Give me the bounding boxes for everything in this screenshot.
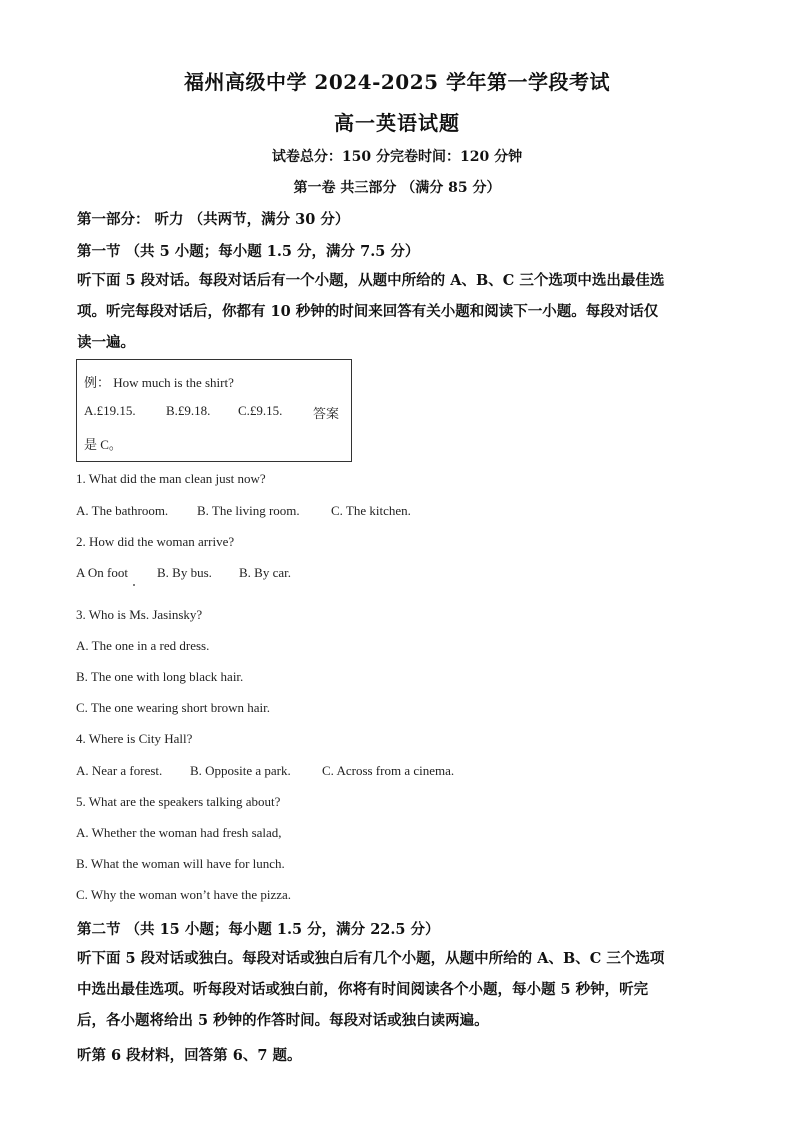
part1-heading: 第一部分： 听力 （共两节，满分 30 分） — [77, 211, 350, 228]
volume-heading: 第一卷 共三部分 （满分 85 分） — [293, 180, 501, 196]
question-option-3c: C. The one wearing short brown hair. — [76, 700, 270, 715]
question-stem-2: 2. How did the woman arrive? — [76, 534, 235, 549]
question-option-3b: B. The one with long black hair. — [76, 669, 244, 684]
option-b: B. The living room. — [197, 503, 300, 518]
question-options-4 — [76, 763, 455, 779]
section1-heading: 第一节 （共 5 小题；每小题 1.5 分，满分 7.5 分） — [77, 243, 420, 260]
section2-instructions — [77, 943, 717, 1036]
option-b: B. By bus. — [157, 565, 212, 580]
exam-info: 试卷总分：150 分完卷时间：120 分钟 — [271, 149, 523, 165]
example-answer-label: 答案 — [313, 406, 340, 421]
option-c: C. The kitchen. — [331, 503, 411, 518]
question-option-5c: C. Why the woman won’t have the pizza. — [76, 887, 292, 902]
example-option-b: B.£9.18. — [166, 403, 211, 418]
question-option-5a: A. Whether the woman had fresh salad, — [76, 825, 282, 840]
option-a: A. The bathroom. — [76, 503, 169, 518]
section1-instructions — [77, 265, 717, 358]
option-b: B. Opposite a park. — [190, 763, 291, 778]
instruction-line: 听下面 5 段对话或独白。每段对话或独白后有几个小题，从题中所给的 A、B、C 三个选项 — [77, 950, 665, 967]
example-question: 例： How much is the shirt? — [84, 375, 234, 390]
question-option-5b: B. What the woman will have for lunch. — [76, 856, 285, 871]
question-stem-3: 3. Who is Ms. Jasinsky? — [76, 607, 203, 622]
option-c: C. Across from a cinema. — [322, 763, 455, 778]
instruction-line: 读一遍。 — [77, 334, 135, 351]
question-options-2 — [76, 565, 291, 581]
example-option-a: A.£19.15. — [84, 403, 136, 418]
exam-title: 福州高级中学 2024-2025 学年第一学段考试 — [183, 70, 611, 94]
question-stem-5: 5. What are the speakers talking about? — [76, 794, 281, 809]
instruction-line: 中选出最佳选项。听每段对话或独白前，你将有时间阅读各个小题，每小题 5 秒钟，听完 — [77, 981, 649, 998]
example-option-c: C.£9.15. — [238, 403, 283, 418]
option-a: A On foot — [76, 565, 128, 580]
stray-dot — [133, 584, 135, 586]
exam-subtitle: 高一英语试题 — [334, 111, 460, 135]
example-answer: 是 C。 — [84, 437, 122, 452]
section2-heading: 第二节 （共 15 小题；每小题 1.5 分，满分 22.5 分） — [77, 921, 440, 938]
option-a: A. Near a forest. — [76, 763, 163, 778]
instruction-line: 项。听完每段对话后，你都有 10 秒钟的时间来回答有关小题和阅读下一小题。每段对话仅 — [77, 303, 659, 320]
question-options-1 — [76, 503, 411, 519]
instruction-line: 听下面 5 段对话。每段对话后有一个小题，从题中所给的 A、B、C 三个选项中选出最佳选 — [77, 272, 665, 289]
option-c: B. By car. — [239, 565, 291, 580]
instruction-line: 后，各小题将给出 5 秒钟的作答时间。每段对话或独白读两遍。 — [77, 1012, 489, 1029]
question-option-3a: A. The one in a red dress. — [76, 638, 210, 653]
question-stem-1: 1. What did the man clean just now? — [76, 471, 266, 486]
material-heading: 听第 6 段材料，回答第 6、7 题。 — [77, 1047, 302, 1064]
question-stem-4: 4. Where is City Hall? — [76, 731, 193, 746]
